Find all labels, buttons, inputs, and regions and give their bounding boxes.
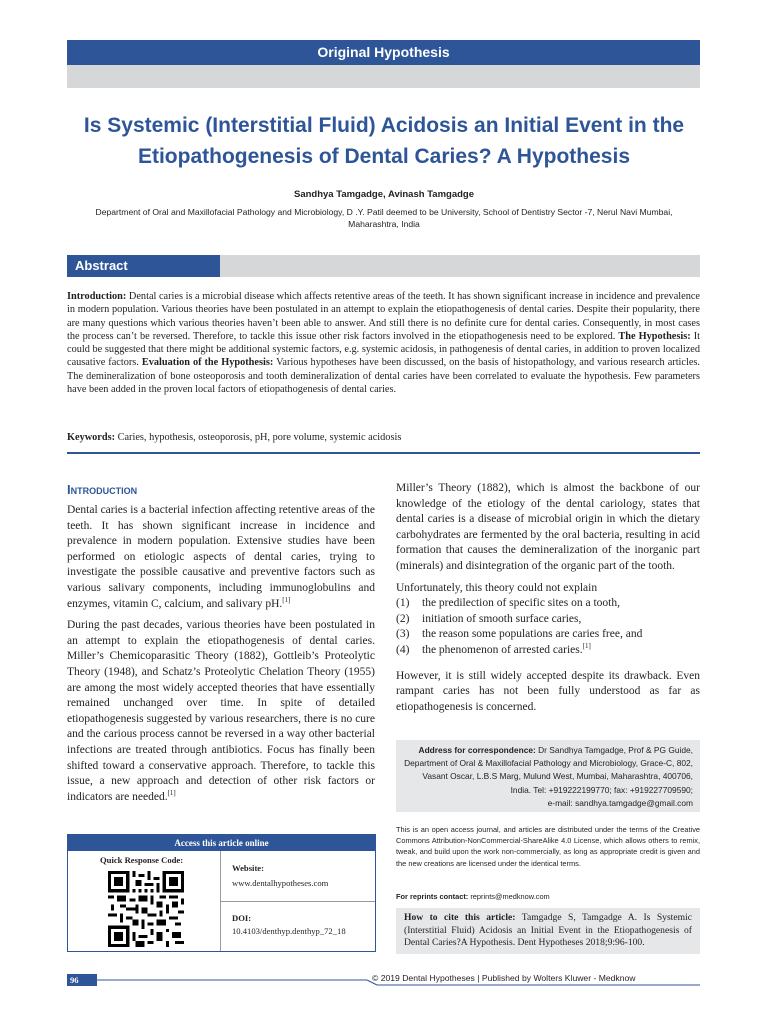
- access-divider: [220, 901, 375, 902]
- abstract-hypothesis-text: It could be suggested that there might be additional systemic factors, e.g. systemic acidosis, in pathogenesis of dental caries, in addition to proven localized causative factors.: [67, 330, 700, 369]
- list-item: [396, 627, 700, 643]
- correspondence-line: Dr Sandhya Tamgadge, Prof & PG Guide,: [535, 745, 693, 755]
- list-item: [396, 612, 700, 628]
- correspondence-email[interactable]: e-mail: sandhya.tamgadge@gmail.com: [547, 797, 693, 808]
- list-number: (2): [396, 612, 410, 625]
- introduction-heading: Introduction: [67, 482, 138, 497]
- list-item: [396, 596, 700, 612]
- abstract-evaluation-label: Evaluation of the Hypothesis:: [141, 357, 274, 369]
- column-right: [396, 481, 700, 721]
- cite-label: How to cite this article:: [404, 912, 516, 923]
- abstract-text: [67, 290, 700, 396]
- abstract-evaluation-text: Various hypotheses have been discussed, on the basis of histopathology, and various research articles. The demineralization of bone osteoporosis and tooth demineralization of dental caries have been correlated to evaluate the hypothesis. Few parameters have been added in the proven local factors of etiopathogenesis of dental caries.: [67, 357, 701, 396]
- intro-paragraph-1: [67, 503, 375, 612]
- correspondence-line: Vasant Oscar, L.B.S Marg, Mulund West, Mumbai, Maharashtra, 400706,: [422, 771, 693, 782]
- reprints-email[interactable]: reprints@medknow.com: [468, 892, 550, 901]
- footer-copyright: © 2019 Dental Hypotheses | Published by Wolters Kluwer - Medknow: [372, 973, 636, 983]
- correspondence-line: India. Tel: +919222199770; fax: +919227709590;: [510, 784, 693, 795]
- reprints-contact: [396, 892, 550, 901]
- website-label: Website:: [232, 863, 264, 873]
- citation-ref[interactable]: [1]: [282, 595, 291, 604]
- header-grey-band: [67, 65, 700, 88]
- intro-paragraph-5: However, it is still widely accepted despite its drawback. Even rampant caries has not been fully understood as far as etiopathogenesis is concerned.: [396, 669, 700, 713]
- intro-p1-text: Dental caries is a bacterial infection affecting retentive areas of the teeth. It has shown significant increase in incidence and prevalence in modern population. Extensive studies have been performed on etiologic aspects of dental caries, trying to investigate the possible causative and preventive factors such as various salivary components, including immunoglobulins and enzymes, vitamin C, calcium, and salivary pH.: [67, 504, 375, 610]
- article-title: [40, 110, 728, 172]
- abstract-intro-label: Introduction:: [67, 291, 127, 302]
- correspondence-box: [396, 740, 700, 812]
- abstract-intro-text: Dental caries is a microbial disease which affects retentive areas of the teeth. It has shown significant increase in incidence and prevalence in modern population. Various theories have been postulated in an attempt to explain the etiopathogenesis of dental caries. Despite their popularity, there are many questions which various theories haven’t been able to answer. And still there is no definite cure for dental caries. Consequently, in most cases the process can’t be reversed. Therefore, to tackle this issue other risk factors involved in the etiopathogenesis need to be explored.: [67, 291, 700, 342]
- qr-code-icon[interactable]: [108, 871, 184, 947]
- abstract-hypothesis-label: The Hypothesis:: [618, 330, 691, 342]
- access-article-box: [67, 834, 376, 952]
- section-label: Original Hypothesis: [67, 40, 700, 65]
- website-link[interactable]: www.dentalhypotheses.com: [232, 878, 329, 888]
- intro-paragraph-4: Unfortunately, this theory could not explain: [396, 581, 598, 594]
- affiliation: [80, 206, 688, 230]
- authors: Sandhya Tamgadge, Avinash Tamgadge: [293, 189, 474, 200]
- keywords: [67, 432, 700, 443]
- correspondence-label: Address for correspondence:: [418, 745, 536, 755]
- doi-link[interactable]: 10.4103/denthyp.denthyp_72_18: [232, 926, 346, 936]
- list-text: the phenomenon of arrested caries.: [422, 643, 583, 656]
- column-left: [67, 503, 375, 811]
- abstract-heading: Abstract: [67, 255, 220, 277]
- citation-ref[interactable]: [1]: [167, 788, 176, 797]
- open-access-notice: This is an open access journal, and articles are distributed under the terms of the Creative Commons Attribution-NonCommercial-ShareAlike 4.0 License, which allows others to remix, tweak, and build upon the work non-commercially, as long as appropriate credit is given and the new creations are licensed under the identical terms.: [396, 825, 700, 868]
- list-text: initiation of smooth surface caries,: [422, 612, 582, 625]
- reprints-label: For reprints contact:: [396, 892, 469, 901]
- citation-ref[interactable]: [1]: [582, 642, 591, 651]
- list-number: (1): [396, 597, 410, 610]
- affiliation-line-2: Maharashtra, India: [348, 219, 420, 229]
- cite-text: Tamgadge S, Tamgadge A. Is Systemic (Interstitial Fluid) Acidosis an Initial Event in the Etiopathogenesis of Dental Caries?A Hypothesis. Dent Hypotheses 2018;9:96-100.: [404, 912, 692, 949]
- correspondence-line: Department of Oral & Maxillofacial Pathology and Microbiology, Grace-C, 802,: [404, 758, 693, 769]
- list-number: (3): [396, 628, 410, 641]
- list-number: (4): [396, 643, 410, 656]
- keywords-label: Keywords:: [67, 432, 116, 443]
- list-item: [396, 643, 700, 659]
- intro-paragraph-3: Miller’s Theory (1882), which is almost the backbone of our knowledge of the etiology of the dental cariology, states that dental caries is a disease of microbial origin in which the dietary carbohydrates are fermented by the oral bacteria, resulting in acid formation that causes the demineralization of the inorganic part (minerals) and disintegration of the organic part of the tooth.: [396, 482, 700, 572]
- access-header: Access this article online: [68, 835, 375, 851]
- divider-rule: [67, 452, 700, 454]
- cite-box: [396, 908, 700, 954]
- title-line-2: Etiopathogenesis of Dental Caries? A Hypothesis: [137, 145, 631, 168]
- qr-label: Quick Response Code:: [100, 855, 184, 865]
- intro-paragraph-2: [67, 618, 375, 805]
- keywords-text: Caries, hypothesis, osteoporosis, pH, pore volume, systemic acidosis: [115, 432, 402, 443]
- intro-p2-text: During the past decades, various theories have been postulated in an attempt to explain the etiopathogenesis of dental caries. Miller’s Chemicoparasitic Theory (1882), Gottleib’s Proteolytic Theory (1948), and Schatz’s Proteolytic Chelation Theory (1955) are among the most widely accepted theories that have essentially remained unchanged over time. In spite of detailed etiopathogenesis suggested by various researchers, there is no cure and the carious process cannot be reversed in a way other bacterial infections are treated through antibiotics. Focus has finally been shifted toward a conservative approach. Therefore, to tackle this issue, a new approach and detection of other risk factors or indicators are needed.: [67, 619, 375, 803]
- affiliation-line-1: Department of Oral and Maxillofacial Pathology and Microbiology, D .Y. Patil deemed to be University, School of Dentistry Sector -7, Nerul Navi Mumbai,: [95, 207, 673, 217]
- list-text: the reason some populations are caries free, and: [422, 628, 643, 641]
- limitations-list: [396, 596, 700, 658]
- list-text: the predilection of specific sites on a tooth,: [422, 597, 620, 610]
- doi-label: DOI:: [232, 913, 252, 923]
- title-line-1: Is Systemic (Interstitial Fluid) Acidosis an Initial Event in the: [83, 114, 685, 137]
- page-number: 96: [67, 974, 97, 986]
